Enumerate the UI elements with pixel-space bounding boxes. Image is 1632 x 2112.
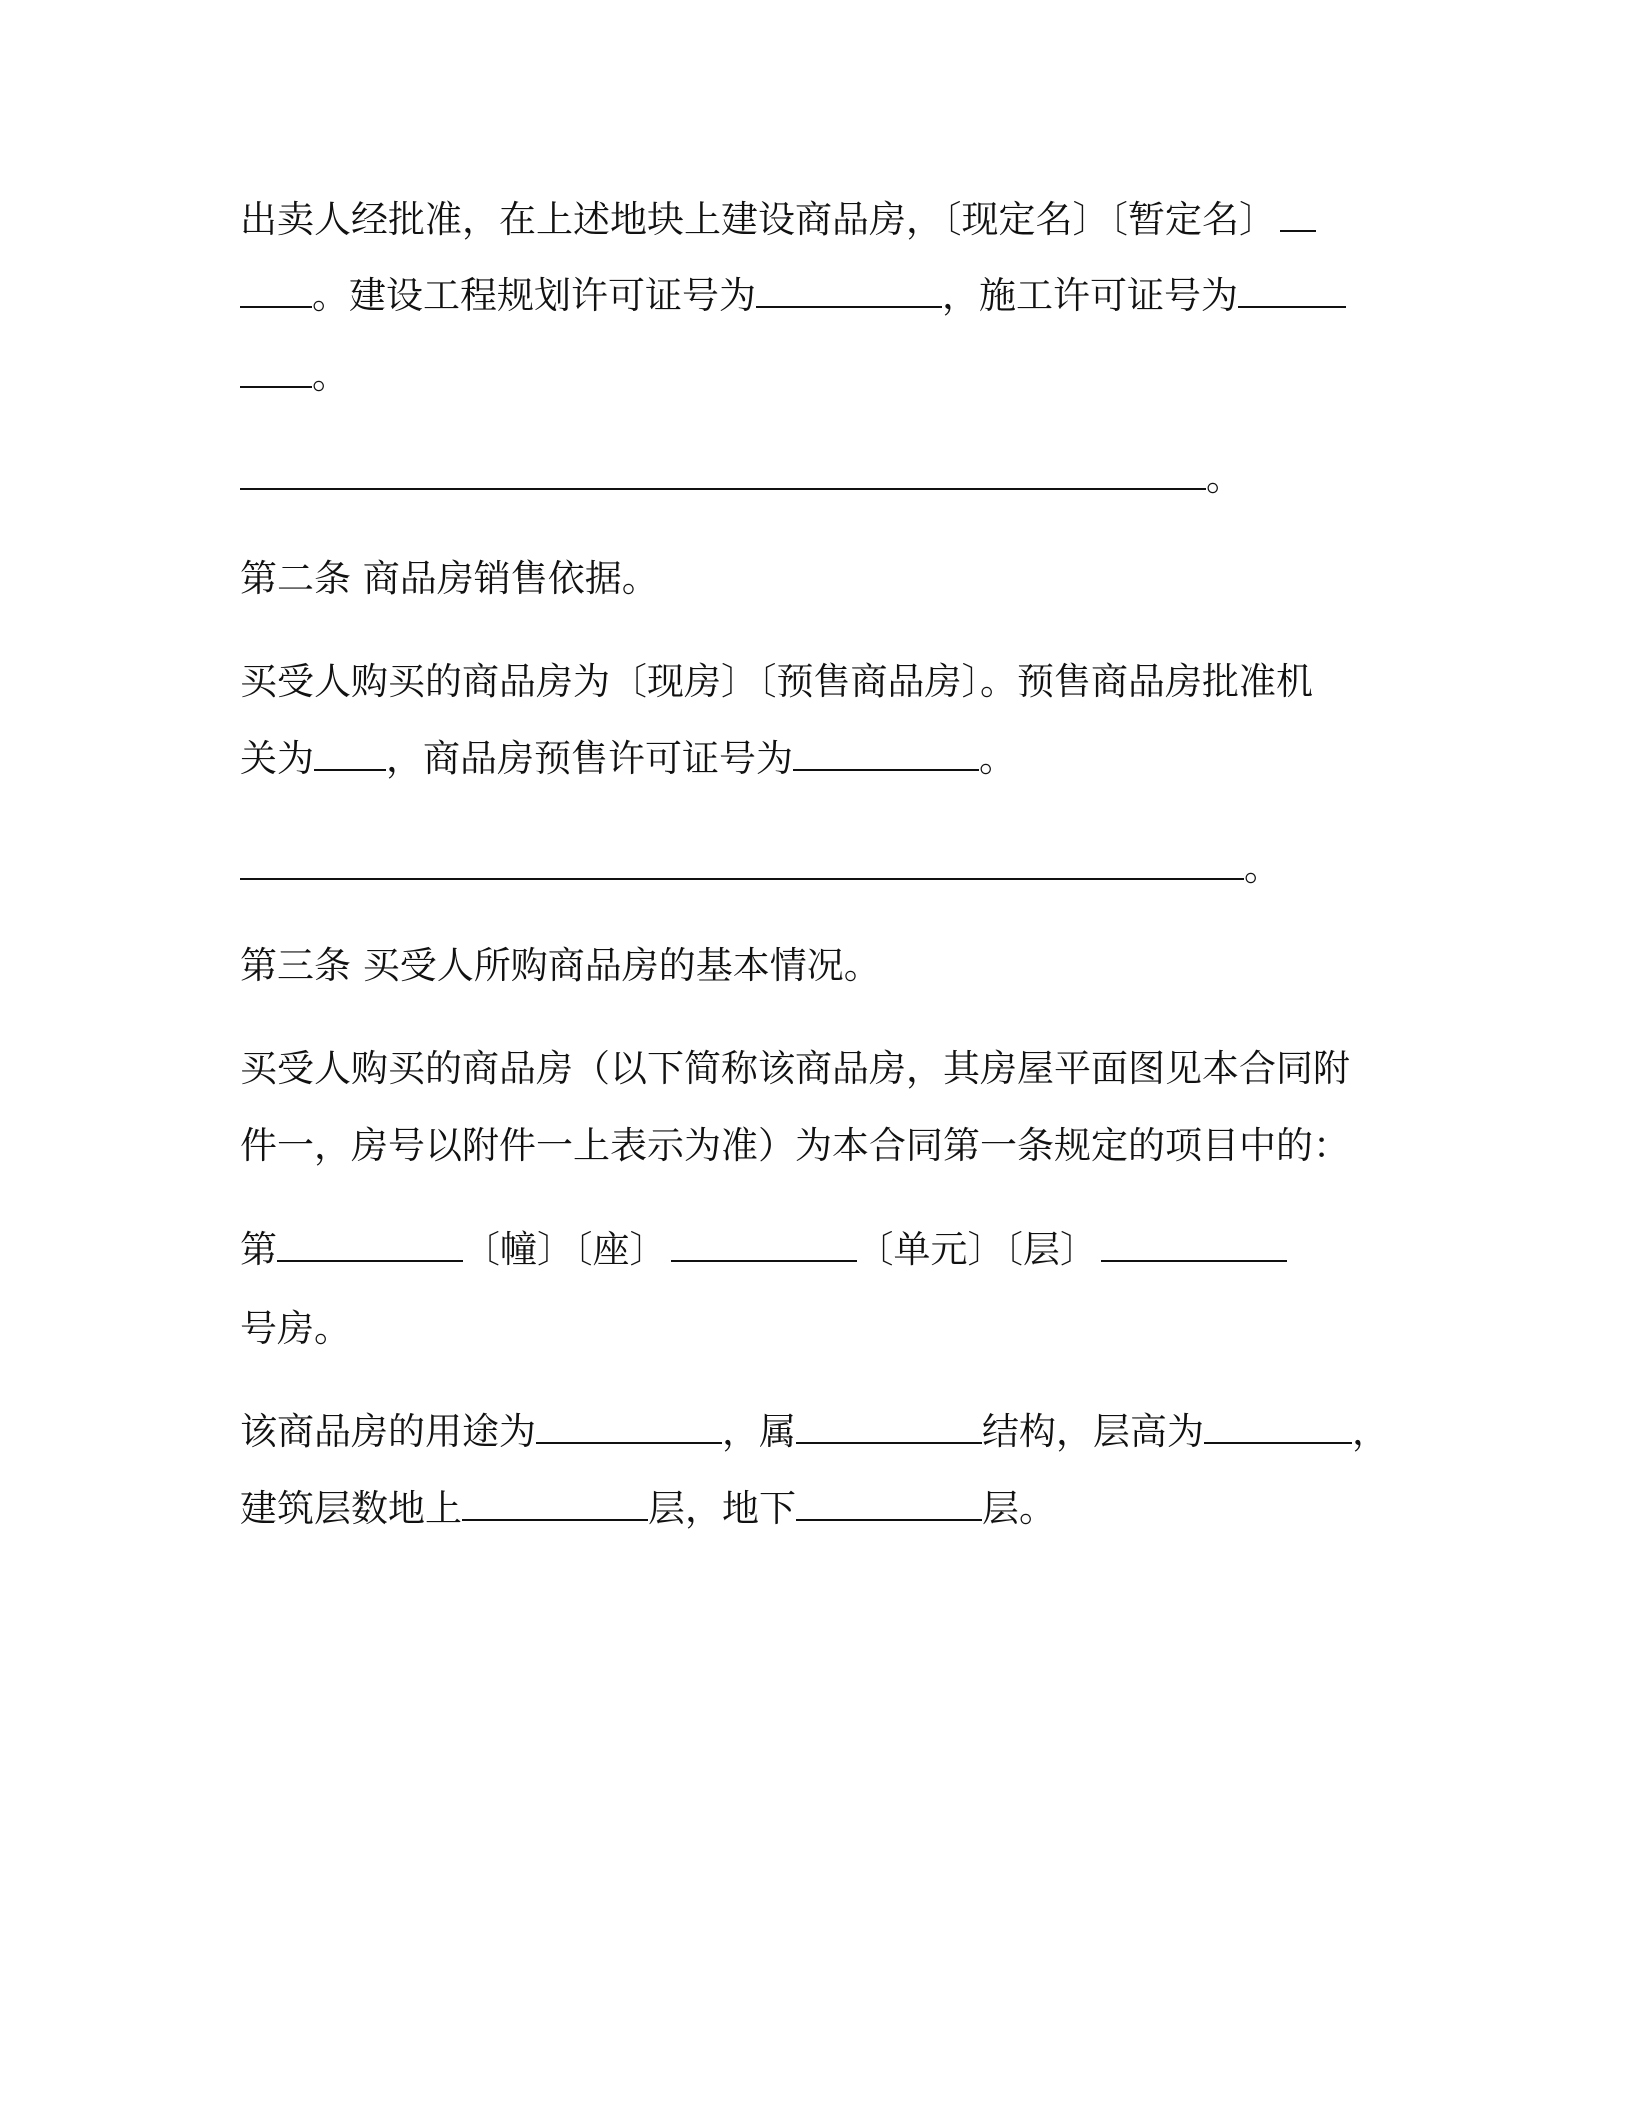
- article-3-line-1: [240, 1045, 1350, 1093]
- approval-authority-label: 关为: [240, 737, 314, 780]
- unit-blank: [671, 1230, 857, 1262]
- blank-line-1: [240, 454, 1243, 502]
- floors-suffix: 层。: [982, 1487, 1056, 1530]
- construction-permit-blank-continued: [240, 356, 312, 388]
- construction-permit-label: ，施工许可证号为: [942, 274, 1238, 317]
- floors-below-blank: [796, 1489, 982, 1521]
- period: 。: [312, 354, 349, 397]
- period: 。: [1206, 456, 1243, 499]
- blank-line-2: [240, 844, 1281, 892]
- paragraph-1-text: 出卖人经批准，在上述地块上建设商品房，〔现定名〕〔暂定名〕: [240, 198, 1276, 241]
- floors-above-label: 建筑层数地上: [240, 1487, 462, 1530]
- storey-height-blank: [1204, 1412, 1352, 1444]
- name-blank-continued: [240, 276, 312, 308]
- unit-number-line: [240, 1226, 1287, 1274]
- period: 。: [1244, 846, 1281, 889]
- building-label: 〔幢〕〔座〕: [463, 1228, 667, 1271]
- construction-permit-blank: [1238, 276, 1346, 308]
- storey-height-label: 结构，层高为: [982, 1410, 1204, 1453]
- unit-floor-label: 〔单元〕〔层〕: [856, 1228, 1097, 1271]
- floors-below-label: 层，地下: [648, 1487, 796, 1530]
- usage-line: [240, 1408, 1389, 1456]
- unit-prefix: 第: [240, 1228, 277, 1271]
- article-3-line-2: [240, 1122, 1350, 1170]
- floors-line: [240, 1485, 1056, 1533]
- article-3-text-1: 买受人购买的商品房（以下简称该商品房，其房屋平面图见本合同附: [240, 1047, 1350, 1090]
- approval-authority-blank: [314, 739, 386, 771]
- floors-above-blank: [462, 1489, 648, 1521]
- article-2-title: 第二条 商品房销售依据。: [240, 557, 659, 600]
- usage-label: 该商品房的用途为: [240, 1410, 536, 1453]
- paragraph-1-line-1: [240, 196, 1316, 244]
- structure-prefix: ，属: [722, 1410, 796, 1453]
- comma: ，: [1352, 1410, 1389, 1453]
- room-suffix: 号房。: [240, 1307, 351, 1350]
- period: 。: [979, 737, 1016, 780]
- article-3-heading: [240, 942, 881, 990]
- unit-number-line-2: [240, 1305, 351, 1353]
- article-2-heading: [240, 555, 659, 603]
- usage-blank: [536, 1412, 722, 1444]
- paragraph-1-line-2: [240, 272, 1346, 320]
- presale-permit-label: ，商品房预售许可证号为: [386, 737, 793, 780]
- article-3-text-2: 件一，房号以附件一上表示为准）为本合同第一条规定的项目中的：: [240, 1124, 1350, 1167]
- article-2-text: 买受人购买的商品房为〔现房〕〔预售商品房〕。预售商品房批准机: [240, 660, 1313, 703]
- article-3-title: 第三条 买受人所购商品房的基本情况。: [240, 944, 881, 987]
- full-width-blank-1: [240, 458, 1206, 490]
- structure-blank: [796, 1412, 982, 1444]
- article-2-line-1: [240, 658, 1313, 706]
- name-blank: [1280, 200, 1316, 232]
- planning-permit-blank: [756, 276, 942, 308]
- paragraph-1-line-3: [240, 352, 349, 400]
- building-blank: [277, 1230, 463, 1262]
- full-width-blank-2: [240, 848, 1244, 880]
- planning-permit-label: 。建设工程规划许可证号为: [312, 274, 756, 317]
- presale-permit-blank: [793, 739, 979, 771]
- article-2-line-2: [240, 735, 1016, 783]
- room-blank: [1101, 1230, 1287, 1262]
